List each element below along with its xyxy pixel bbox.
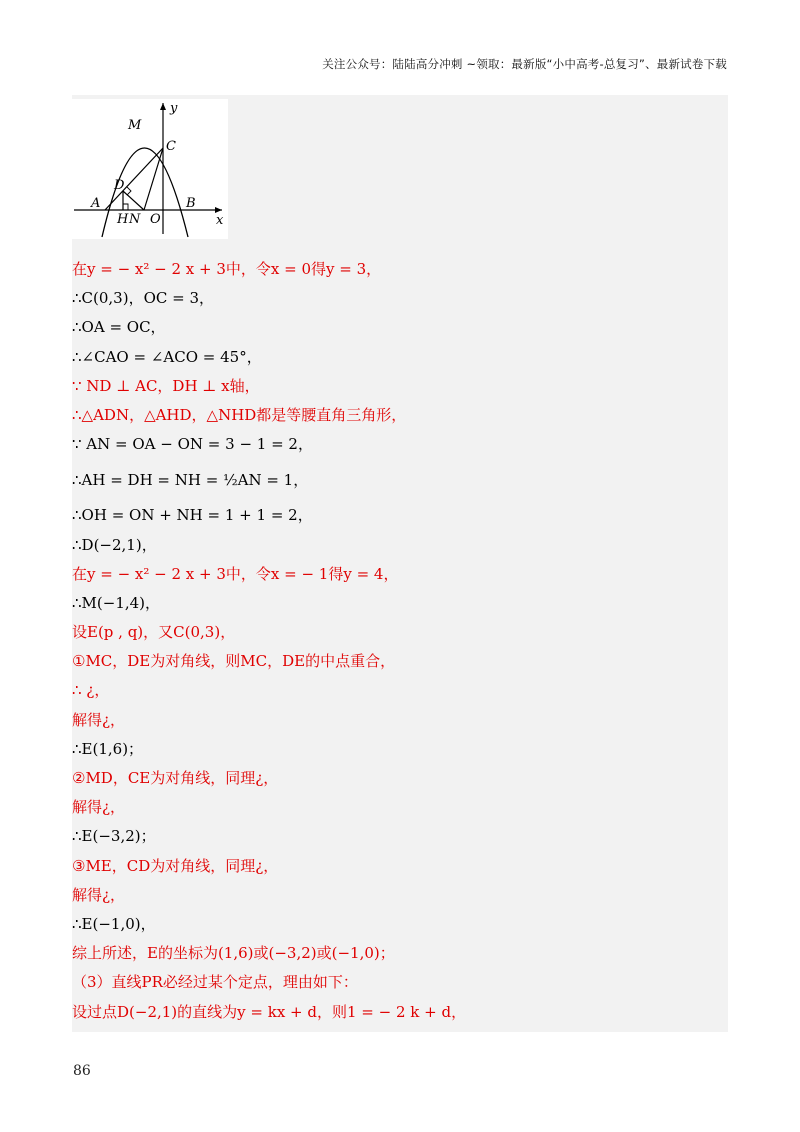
- label-h: H: [117, 212, 129, 227]
- solution-line: ∴D(−2,1)，: [72, 535, 157, 554]
- solution-line: ∵ AN = OA − ON = 3 − 1 = 2，: [72, 435, 313, 454]
- solution-line: ∴E(1,6)；: [72, 739, 144, 758]
- segment-dn: [123, 191, 144, 210]
- label-n: N: [129, 212, 141, 227]
- solution-line: ③ME，CD为对角线，同理¿，: [72, 856, 279, 875]
- solution-line: ∵ ND ⊥ AC，DH ⊥ x轴，: [72, 376, 260, 395]
- solution-line: 设E(p , q)，又C(0,3)，: [72, 623, 236, 642]
- solution-line: ∴M(−1,4)，: [72, 593, 161, 612]
- solution-line: ∴△ADN，△AHD，△NHD都是等腰直角三角形，: [72, 405, 407, 424]
- solution-line: 在y = − x² − 2 x + 3中，令x = − 1得y = 4，: [72, 564, 399, 583]
- solution-line: ②MD，CE为对角线，同理¿，: [72, 769, 279, 787]
- label-o: O: [150, 212, 161, 227]
- solution-line: 解得¿，: [72, 885, 126, 904]
- label-m: M: [128, 118, 142, 133]
- solution-line: ∴C(0,3)，OC = 3，: [72, 289, 215, 308]
- solution-line: ∴E(−1,0)，: [72, 914, 156, 933]
- label-d: D: [114, 178, 125, 193]
- solution-line: 解得¿，: [72, 798, 126, 817]
- solution-line: ∴E(−3,2)；: [72, 827, 156, 846]
- page-number: 86: [73, 1063, 91, 1079]
- label-a: A: [91, 196, 101, 211]
- right-angle-mark-d: [127, 187, 131, 195]
- solution-lines: [72, 255, 728, 1027]
- solution-line: 在y = − x² − 2 x + 3中，令x = 0得y = 3，: [72, 260, 382, 278]
- content-area: [72, 95, 728, 1032]
- solution-line: ∴ ¿，: [72, 681, 110, 700]
- parabola-figure: [72, 99, 228, 239]
- solution-line: 解得¿，: [72, 710, 126, 729]
- solution-line: 综上所述，E的坐标为(1,6)或(−3,2)或(−1,0)；: [72, 944, 395, 963]
- solution-line: ①MC，DE为对角线，则MC，DE的中点重合，: [72, 652, 396, 671]
- label-c: C: [166, 139, 176, 154]
- solution-line: ∴OA = OC，: [72, 318, 166, 337]
- solution-line: ∴∠CAO = ∠ACO = 45°，: [72, 347, 262, 366]
- solution-line: ∴AH = DH = NH = ½AN = 1，: [72, 471, 309, 490]
- label-x: x: [216, 213, 224, 228]
- solution-line: ∴OH = ON + NH = 1 + 1 = 2，: [72, 506, 313, 525]
- label-y: y: [170, 101, 178, 116]
- solution-line: 设过点D(−2,1)的直线为y = kx + d，则1 = − 2 k + d，: [72, 1002, 467, 1021]
- page-header: 关注公众号：陆陆高分冲刺 ~领取：最新版“小中高考-总复习”、最新试卷下载: [322, 57, 727, 71]
- y-axis-arrow: [160, 103, 166, 110]
- right-angle-mark-h: [123, 204, 128, 210]
- parabola-diagram: [72, 99, 228, 239]
- label-b: B: [186, 196, 196, 211]
- solution-line: （3）直线PR必经过某个定点，理由如下：: [72, 973, 358, 992]
